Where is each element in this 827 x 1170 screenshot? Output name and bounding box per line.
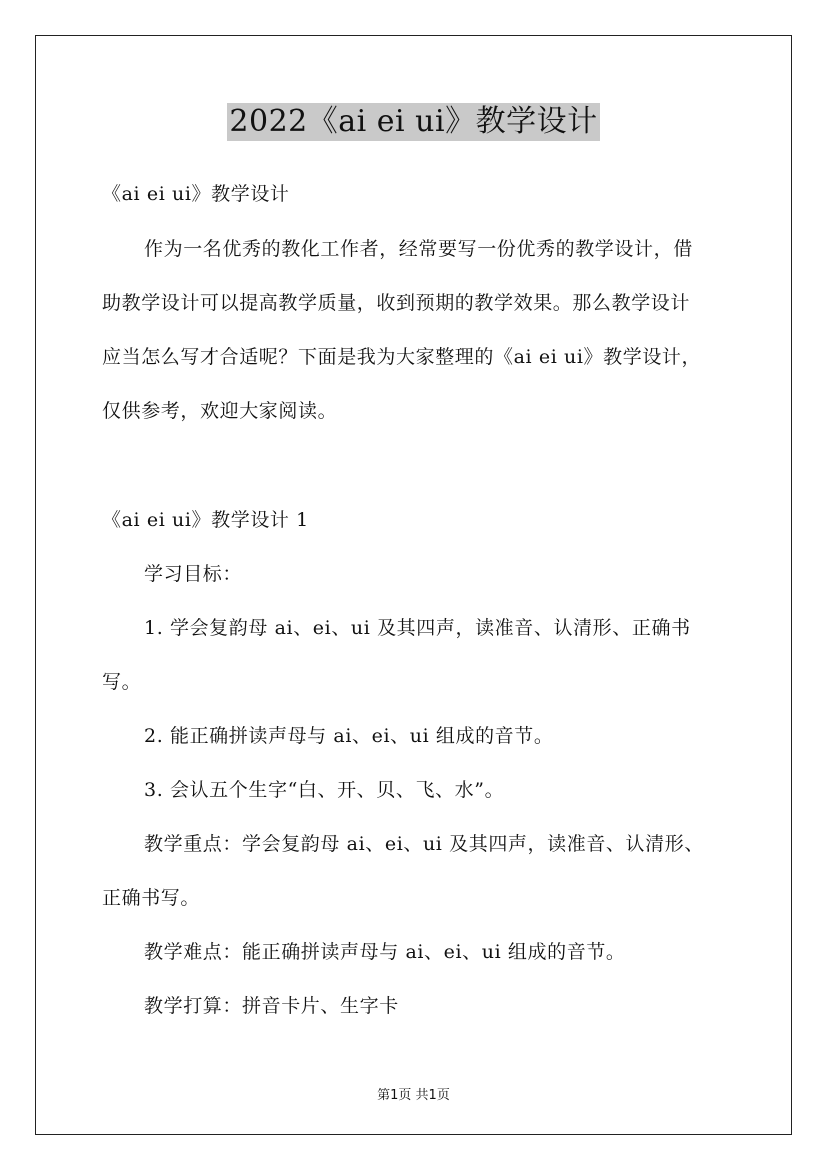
preparation-line: 教学打算：拼音卡片、生字卡 <box>144 995 399 1017</box>
intro-line-3: 应当怎么写才合适呢？下面是我为大家整理的《ai ei ui》教学设计， <box>102 346 702 368</box>
goal-3: 3. 会认五个生字“白、开、贝、飞、水”。 <box>144 779 505 801</box>
difficulty-line: 教学难点：能正确拼读声母与 ai、ei、ui 组成的音节。 <box>144 941 626 963</box>
goal-2: 2. 能正确拼读声母与 ai、ei、ui 组成的音节。 <box>144 725 554 747</box>
goal-1-line-2: 写。 <box>102 671 142 693</box>
intro-line-2: 助教学设计可以提高教学质量，收到预期的教学效果。那么教学设计 <box>102 292 691 314</box>
section-heading: 《ai ei ui》教学设计 1 <box>102 509 309 531</box>
key-points-line-2: 正确书写。 <box>102 887 201 909</box>
key-points-line-1: 教学重点：学会复韵母 ai、ei、ui 及其四声，读准音、认清形、 <box>144 833 704 855</box>
intro-line-4: 仅供参考，欢迎大家阅读。 <box>102 400 338 422</box>
document-title: 2022《ai ei ui》教学设计 <box>229 104 598 139</box>
title-container <box>0 103 827 141</box>
intro-line-1: 作为一名优秀的教化工作者，经常要写一份优秀的教学设计，借 <box>144 238 693 260</box>
document-subtitle: 《ai ei ui》教学设计 <box>102 183 290 205</box>
goal-1-line-1: 1. 学会复韵母 ai、ei、ui 及其四声，读准音、认清形、正确书 <box>144 617 691 639</box>
goals-label: 学习目标： <box>144 563 243 585</box>
page-footer: 第1页 共1页 <box>377 1088 450 1103</box>
